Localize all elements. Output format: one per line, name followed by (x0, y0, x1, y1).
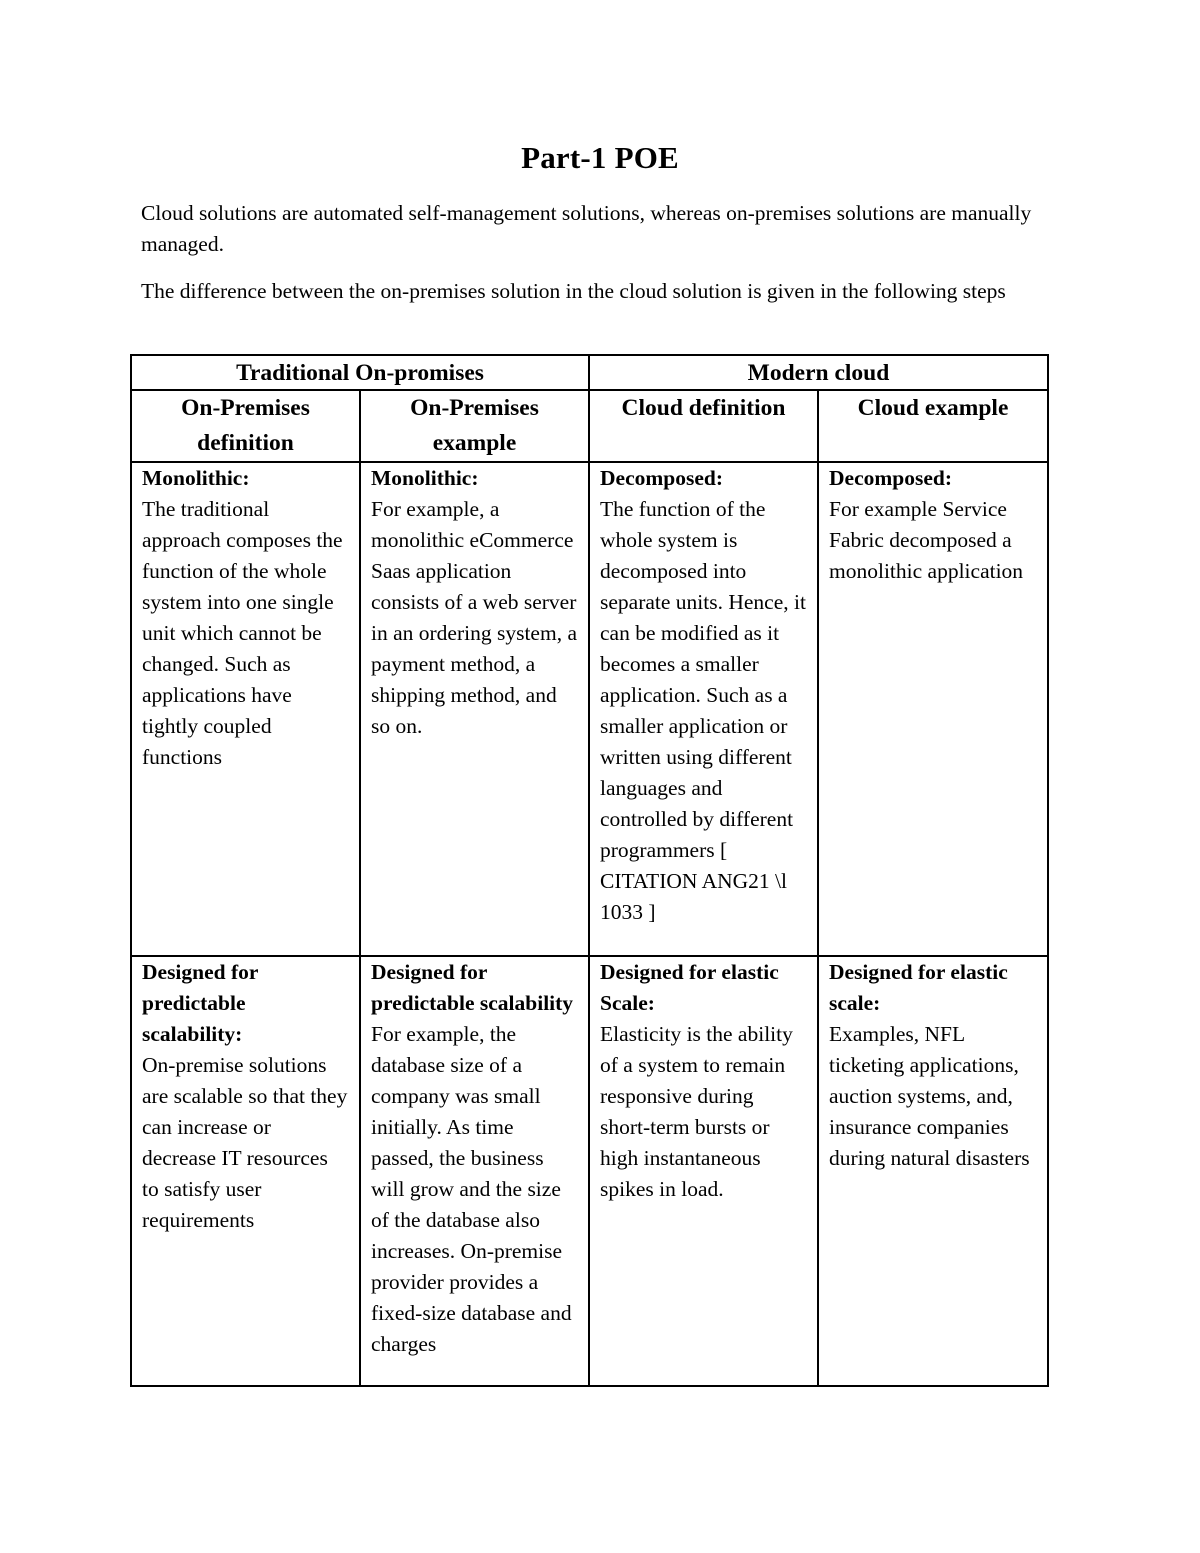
cell-heading: Designed for elastic Scale: (600, 960, 779, 1015)
comparison-table (130, 354, 1049, 1387)
cell-text: On-premise solutions are scalable so that they can increase or decrease IT resources to satisfy user requirements (142, 1053, 348, 1232)
table-cell (589, 956, 818, 1386)
cell-text: For example Service Fabric decomposed a monolithic application (829, 497, 1024, 583)
cell-heading: Decomposed: (829, 466, 953, 490)
cell-text: For example, the database size of a company was small initially. As time passed, the business will grow and the size of the database also increases. On-premise provider provides a fixed-size database and charges (371, 1022, 572, 1356)
cell-heading: Designed for elastic scale: (829, 960, 1008, 1015)
table-row (131, 462, 1048, 956)
cell-heading: Monolithic: (371, 466, 479, 490)
column-header-on-premises-definition: On-Premises definition (131, 390, 360, 462)
intro-paragraph: Cloud solutions are automated self-management solutions, whereas on-premises solutions are manually managed. (141, 201, 1032, 256)
column-header-cloud-definition: Cloud definition (589, 390, 818, 462)
column-header-row (131, 390, 1048, 462)
group-header-row (131, 355, 1048, 390)
cell-text: The traditional approach composes the function of the whole system into one single unit which cannot be changed. Such as applications have tightly coupled functions (142, 497, 343, 769)
page-title: Part-1 POE (521, 140, 679, 175)
table-cell (589, 462, 818, 956)
table-row (131, 956, 1048, 1386)
cell-text: Elasticity is the ability of a system to remain responsive during short-term bursts or high instantaneous spikes in load. (600, 1022, 793, 1201)
cell-heading: Designed for predictable scalability (371, 960, 574, 1015)
difference-paragraph: The difference between the on-premises solution in the cloud solution is given in the following steps (141, 279, 1006, 303)
cell-text: For example, a monolithic eCommerce Saas application consists of a web server in an ordering system, a payment method, a shipping method, and so on. (371, 497, 577, 738)
column-header-on-premises-example: On-Premises example (360, 390, 589, 462)
table-cell (818, 956, 1048, 1386)
table-cell (360, 462, 589, 956)
column-header-cloud-example: Cloud example (818, 390, 1048, 462)
cell-heading: Decomposed: (600, 466, 724, 490)
cell-text: Examples, NFL ticketing applications, auction systems, and, insurance companies during natural disasters (829, 1022, 1030, 1170)
cell-text: The function of the whole system is decomposed into separate units. Hence, it can be modified as it becomes a smaller application. Such as a smaller application or written using different languages and controlled by different programmers [ CITATION ANG21 \l 1033 ] (600, 497, 806, 924)
table-cell (131, 956, 360, 1386)
cell-heading: Monolithic: (142, 466, 250, 490)
group-header-modern-cloud: Modern cloud (589, 355, 1048, 390)
group-header-traditional: Traditional On-promises (131, 355, 589, 390)
table-cell (360, 956, 589, 1386)
table-cell (131, 462, 360, 956)
cell-heading: Designed for predictable scalability: (142, 960, 259, 1046)
table-cell (818, 462, 1048, 956)
